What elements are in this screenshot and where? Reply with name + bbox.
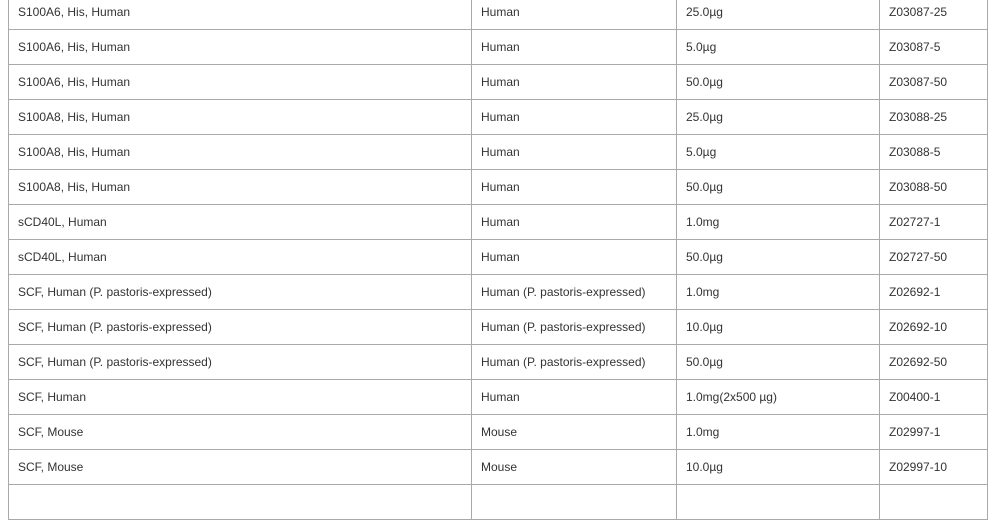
catalog-number-cell: Z02727-50 bbox=[880, 240, 988, 275]
catalog-number-cell: Z03087-50 bbox=[880, 65, 988, 100]
catalog-number-cell: Z03087-5 bbox=[880, 30, 988, 65]
product-name-cell: sCD40L, Human bbox=[9, 240, 472, 275]
table-row bbox=[9, 310, 988, 345]
product-name-cell: S100A8, His, Human bbox=[9, 170, 472, 205]
catalog-number-cell: Z03088-50 bbox=[880, 170, 988, 205]
table-row bbox=[9, 205, 988, 240]
size-cell: 25.0µg bbox=[677, 0, 880, 30]
size-cell: 10.0µg bbox=[677, 310, 880, 345]
size-cell: 1.0mg bbox=[677, 205, 880, 240]
catalog-number-cell: Z03088-25 bbox=[880, 100, 988, 135]
catalog-number-cell: Z03088-5 bbox=[880, 135, 988, 170]
size-cell: 10.0µg bbox=[677, 450, 880, 485]
catalog-number-cell: Z00400-1 bbox=[880, 380, 988, 415]
product-name-cell: SCF, Human (P. pastoris-expressed) bbox=[9, 275, 472, 310]
table-row bbox=[9, 345, 988, 380]
size-cell bbox=[677, 485, 880, 520]
species-cell: Human bbox=[472, 65, 677, 100]
product-name-cell: S100A6, His, Human bbox=[9, 30, 472, 65]
table-row bbox=[9, 380, 988, 415]
species-cell: Human bbox=[472, 205, 677, 240]
product-name-cell: S100A6, His, Human bbox=[9, 65, 472, 100]
species-cell: Human bbox=[472, 0, 677, 30]
product-name-cell: sCD40L, Human bbox=[9, 205, 472, 240]
size-cell: 50.0µg bbox=[677, 170, 880, 205]
size-cell: 5.0µg bbox=[677, 30, 880, 65]
species-cell: Mouse bbox=[472, 450, 677, 485]
size-cell: 5.0µg bbox=[677, 135, 880, 170]
product-name-cell: S100A6, His, Human bbox=[9, 0, 472, 30]
species-cell bbox=[472, 485, 677, 520]
table-row bbox=[9, 415, 988, 450]
size-cell: 1.0mg bbox=[677, 415, 880, 450]
table-row bbox=[9, 240, 988, 275]
catalog-number-cell: Z02997-1 bbox=[880, 415, 988, 450]
species-cell: Human bbox=[472, 30, 677, 65]
species-cell: Human bbox=[472, 135, 677, 170]
catalog-number-cell: Z02692-1 bbox=[880, 275, 988, 310]
product-name-cell: SCF, Human bbox=[9, 380, 472, 415]
table-row bbox=[9, 100, 988, 135]
species-cell: Human bbox=[472, 100, 677, 135]
species-cell: Human bbox=[472, 240, 677, 275]
product-name-cell: SCF, Human (P. pastoris-expressed) bbox=[9, 310, 472, 345]
size-cell: 25.0µg bbox=[677, 100, 880, 135]
size-cell: 1.0mg bbox=[677, 275, 880, 310]
species-cell: Human (P. pastoris-expressed) bbox=[472, 345, 677, 380]
table-row bbox=[9, 135, 988, 170]
product-name-cell: SCF, Mouse bbox=[9, 450, 472, 485]
catalog-number-cell: Z02727-1 bbox=[880, 205, 988, 240]
product-name-cell bbox=[9, 485, 472, 520]
size-cell: 1.0mg(2x500 µg) bbox=[677, 380, 880, 415]
product-table bbox=[8, 0, 988, 520]
product-name-cell: SCF, Human (P. pastoris-expressed) bbox=[9, 345, 472, 380]
species-cell: Human bbox=[472, 170, 677, 205]
product-table-body bbox=[9, 0, 988, 520]
table-row bbox=[9, 0, 988, 30]
catalog-number-cell: Z02692-10 bbox=[880, 310, 988, 345]
species-cell: Mouse bbox=[472, 415, 677, 450]
species-cell: Human (P. pastoris-expressed) bbox=[472, 275, 677, 310]
table-row bbox=[9, 170, 988, 205]
catalog-number-cell bbox=[880, 485, 988, 520]
size-cell: 50.0µg bbox=[677, 240, 880, 275]
species-cell: Human bbox=[472, 380, 677, 415]
catalog-number-cell: Z02997-10 bbox=[880, 450, 988, 485]
table-row bbox=[9, 485, 988, 520]
product-name-cell: S100A8, His, Human bbox=[9, 100, 472, 135]
size-cell: 50.0µg bbox=[677, 65, 880, 100]
size-cell: 50.0µg bbox=[677, 345, 880, 380]
product-name-cell: S100A8, His, Human bbox=[9, 135, 472, 170]
table-row bbox=[9, 65, 988, 100]
table-row bbox=[9, 275, 988, 310]
table-row bbox=[9, 30, 988, 65]
species-cell: Human (P. pastoris-expressed) bbox=[472, 310, 677, 345]
product-name-cell: SCF, Mouse bbox=[9, 415, 472, 450]
catalog-number-cell: Z03087-25 bbox=[880, 0, 988, 30]
table-row bbox=[9, 450, 988, 485]
catalog-number-cell: Z02692-50 bbox=[880, 345, 988, 380]
product-table-container bbox=[8, 0, 987, 520]
